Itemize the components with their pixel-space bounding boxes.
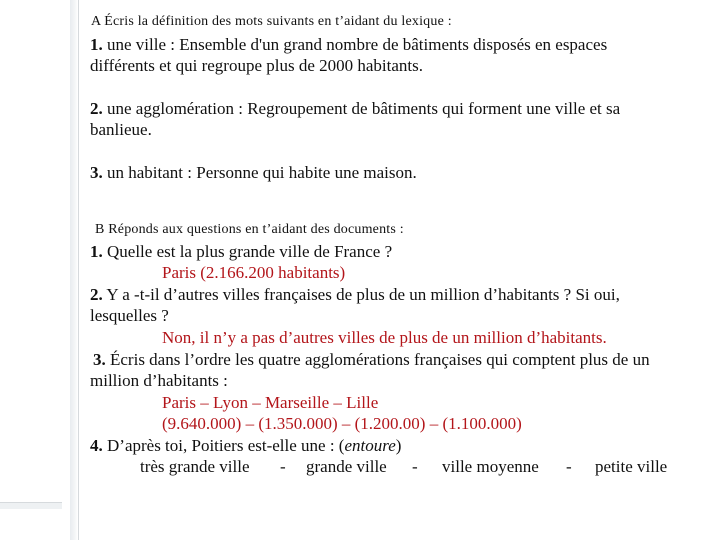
answer-2: Non, il n’y a pas d’autres villes de plus de un million d’habitants. [162, 328, 607, 347]
answer-3-populations: (9.640.000) – (1.350.000) – (1.200.00) – (1.100.000) [162, 414, 522, 433]
section-b-title: B Réponds aux questions en t’aidant des documents : [95, 222, 404, 237]
choice-ville-moyenne[interactable]: ville moyenne [442, 457, 539, 476]
choice-tres-grande-ville[interactable]: très grande ville [140, 457, 250, 476]
question-2-line2: lesquelles ? [90, 306, 169, 325]
choice-separator: - [566, 457, 572, 476]
definition-3: 3. un habitant : Personne qui habite une maison. [90, 163, 417, 182]
definition-2-line2: banlieue. [90, 120, 152, 139]
definition-1-line1: 1. une ville : Ensemble d'un grand nombre de bâtiments disposés en espaces [90, 35, 608, 54]
choice-separator: - [412, 457, 418, 476]
section-a-title: A Écris la définition des mots suivants en t’aidant du lexique : [91, 14, 452, 29]
definition-1-line2: différents et qui regroupe plus de 2000 habitants. [90, 56, 423, 75]
definition-2-line1: 2. une agglomération : Regroupement de bâtiments qui forment une ville et sa [90, 99, 621, 118]
answer-1: Paris (2.166.200 habitants) [162, 263, 346, 282]
choice-grande-ville[interactable]: grande ville [306, 457, 387, 476]
question-2-line1: 2. Y a -t-il d’autres villes françaises de plus de un million d’habitants ? Si oui, [90, 285, 620, 304]
page-frame-left [70, 0, 79, 540]
page-frame-corner [0, 502, 62, 509]
choice-separator: - [280, 457, 286, 476]
question-1: 1. Quelle est la plus grande ville de France ? [90, 242, 393, 261]
question-3-line2: million d’habitants : [90, 371, 228, 390]
answer-3-cities: Paris – Lyon – Marseille – Lille [162, 393, 379, 412]
question-4: 4. D’après toi, Poitiers est-elle une : (entoure) [90, 436, 402, 455]
choice-petite-ville[interactable]: petite ville [595, 457, 668, 476]
question-3-line1: 3. Écris dans l’ordre les quatre agglomérations françaises qui comptent plus de un [93, 350, 650, 369]
